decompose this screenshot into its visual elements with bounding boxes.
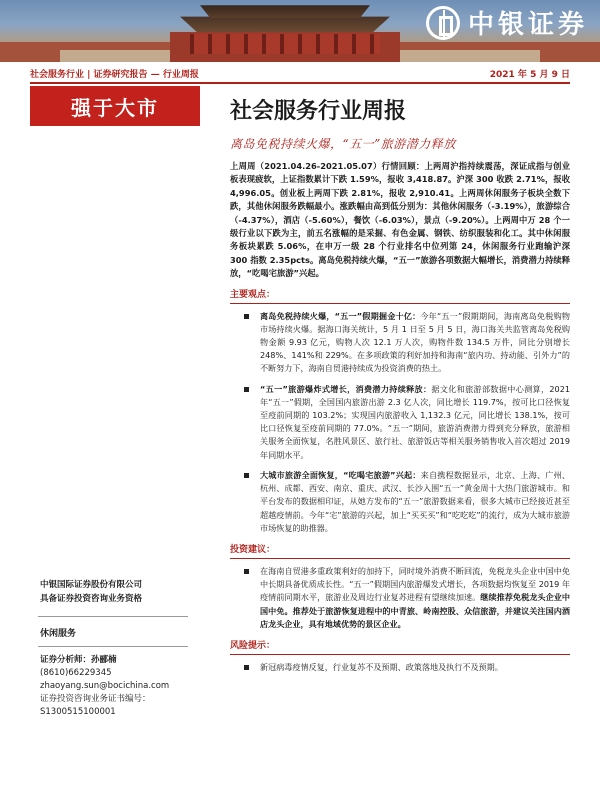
sector-label: 休闲服务 [40,629,77,639]
section-divider [230,654,570,655]
list-item [230,310,570,376]
bullet-square-icon [244,473,249,478]
section-divider [230,558,570,559]
investment-heading: 投资建议： [230,544,276,555]
investment-list [230,565,570,631]
rating-badge: 强于大市 [30,86,200,126]
banner-columns [190,34,380,54]
item-lead: 离岛免税持续火爆，“五一”假期掘金十亿： [260,310,421,321]
bullet-square-icon [244,569,249,574]
org-name: 中银国际证券股份有限公司 [40,580,143,590]
analyst-email[interactable]: zhaoyang.sun@bocichina.com [40,681,170,691]
sidebar-divider [38,646,188,647]
breadcrumb: 社会服务行业 | 证券研究报告 — 行业周报 [30,69,199,80]
item-lead: 大城市旅游全面恢复，“吃喝宅旅游”兴起： [260,469,421,480]
list-item [230,565,570,631]
bullet-square-icon [244,314,249,319]
risk-heading: 风险提示： [230,640,276,651]
list-item [230,469,570,535]
risk-list [230,661,570,674]
org-info [40,578,142,606]
item-text: 来自携程数据显示，北京、上海、广州、杭州、成都、西安、南京、重庆、武汉、长沙入围“五一”黄金周十大热门旅游城市。和平台发布的数据相印证，从她方发布的“五一”旅游数据来看，很多大城市已经接近甚至超越疫情前。今年“宅”旅游的兴起，加上“买买买”和“吃吃吃”的流行，成为大城市旅游市场恢复的助推器。 [260,469,570,533]
list-item [230,383,570,462]
summary-paragraph: 上周周（2021.04.26-2021.05.07）行情回顾：上两周沪指持续震荡，深证成指与创业板表现疲软，上证指数累计下跌 1.59%，报收 3,418.87。沪深 300 收跌 2.71%，报收 4,996.05。创业板上两周下跌 2.81%，报收 2,910.41。上两周休闲服务子板块全数下跌，其他休闲服务跌幅最小。涨跌幅由高到低分别为：其他休闲服务（-3.19%），旅游综合（-4.37%），酒店（-5.60%），餐饮（-6.03%），景点（-9.20%）。上两周中万 28 个一级行业以下跌为主，前五名涨幅的是采掘、有色金属、钢铁、纺织服装和化工。其中休闲服务板块累跌 5.06%，在申万一级 28 个行业排名中位列第 24，休闲服务行业跑输沪深 300 指数 2.35pcts。离岛免税持续火爆，“五一”旅游各项数据大幅增长，消费潜力持续释放，“吃喝宅旅游”兴起。 [230,161,570,279]
banner-roof-upper [200,2,370,18]
cert-label: 证券投资咨询业务证书编号： [40,694,151,704]
analyst-phone: (8610)66229345 [40,668,112,678]
key-points-list [230,310,570,535]
sidebar-divider [38,616,188,617]
report-header-strip [30,64,570,82]
item-text: 今年“五一”假期期间，海南离岛免税购物市场持续火爆。据海口海关统计，5 月 1 日至 5 月 5 日，海口海关共监管离岛免税购物金额 9.93 亿元，购物人次 12.1 万人次，购物件数 134.5 万件，同比分别增长 248%、141%和 229%。在多项政策的利好加持和海南“旅内功、持动能、引外力”的不断努力下，海南自贸港持续成为投资消费的热土。 [260,310,570,374]
bullet-square-icon [244,387,249,392]
bullet-square-icon [244,665,249,670]
item-text: 新冠病毒疫情反复，行业复苏不及预期、政策落地及执行不及预期。 [260,661,503,672]
list-item [230,661,570,674]
bank-logo-icon [426,6,460,40]
analyst-label: 证券分析师： [40,655,92,665]
item-lead: “五一”旅游爆炸式增长，消费潜力持续释放： [260,383,432,394]
report-subtitle: 离岛免税持续火爆，“五一”旅游潜力释放 [230,137,456,151]
section-divider [230,303,570,304]
brand-name: 中银证券 [467,10,588,40]
header-banner [0,0,600,62]
cert-number: S1300515100001 [40,707,116,717]
report-title: 社会服务行业周报 [230,98,407,124]
key-points-heading: 主要观点： [230,289,276,300]
header-divider [30,82,570,84]
sidebar [30,86,200,800]
item-tail: 继续推荐免税龙头企业中国中免。推荐处于旅游恢复进程中的中青旅、岭南控股、众信旅游，并建议关注国内酒店龙头企业，具有地域优势的景区企业。 [260,592,570,629]
report-date: 2021 年 5 月 9 日 [489,69,570,80]
brand-logo [426,4,588,41]
main-content [230,86,570,681]
analyst-info [40,654,200,719]
item-text: 在海南自贸港多重政策利好的加持下，同时境外消费不断回流，免税龙头企业中国中免中长期具备优质成长性。“五一”假期国内旅游爆发式增长，各项数据均恢复至 2019 年疫情前同期水平，旅游业及周边行业复苏进程有望继续加速。 [260,565,570,603]
analyst-name: 孙郦楠 [91,655,117,665]
item-text: 据文化和旅游部数据中心测算，2021 年“五一”假期，全国国内旅游出游 2.3 亿人次，同比增长 119.7%，按可比口径恢复至疫前同期的 103.2%；实现国内旅游收入 1,132.3 亿元，同比增长 138.1%，按可比口径恢复至疫前同期的 77.0%。“五一”期间，旅游消费潜力得到充分释放，旅游相关服务全面恢复，名胜风景区、旅行社、旅游饭店等相关服务销售收入首次超过 2019 年同期水平。 [260,383,570,460]
org-qualification: 具备证券投资咨询业务资格 [40,594,143,604]
